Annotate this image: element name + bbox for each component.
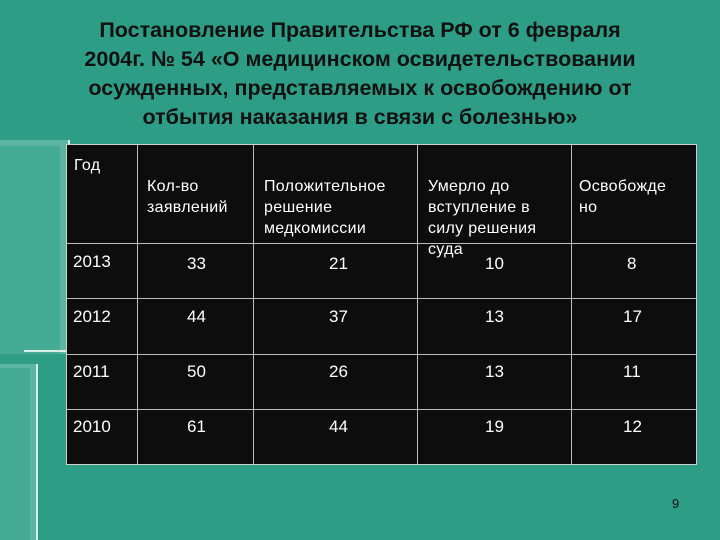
table-cell: 50 bbox=[187, 362, 206, 381]
table-cell: 12 bbox=[623, 417, 642, 436]
page-number: 9 bbox=[672, 496, 680, 511]
header-released bbox=[579, 155, 666, 218]
row-divider bbox=[67, 354, 696, 355]
header-positive-decision-label: Положительное решение медкомиссии bbox=[264, 178, 386, 237]
table-cell: 8 bbox=[627, 254, 637, 273]
slide-title: Постановление Правительства РФ от 6 февраля 2004г. № 54 «О медицинском освидетельствовании осужденных, представляемых к освобождению от отбытия наказания в связи с болезнью» bbox=[84, 18, 636, 129]
header-died bbox=[428, 155, 536, 260]
table-cell: 19 bbox=[485, 417, 504, 436]
column-divider bbox=[137, 145, 138, 464]
table-cell: 2012 bbox=[73, 307, 111, 326]
table-cell: 44 bbox=[187, 307, 206, 326]
table-cell: 11 bbox=[623, 362, 641, 381]
table-cell: 17 bbox=[623, 307, 642, 326]
header-positive-decision bbox=[264, 155, 386, 239]
table-cell: 13 bbox=[485, 362, 504, 381]
header-applications-label: Кол-во заявлений bbox=[147, 178, 228, 216]
table-cell: 61 bbox=[187, 417, 206, 436]
column-divider bbox=[253, 145, 254, 464]
table-cell: 44 bbox=[329, 417, 348, 436]
statistics-table bbox=[66, 144, 697, 465]
header-year bbox=[74, 155, 100, 176]
row-divider bbox=[67, 409, 696, 410]
table-cell: 21 bbox=[329, 254, 348, 273]
decorative-strip-bottom-inner bbox=[0, 368, 30, 540]
table-cell: 33 bbox=[187, 254, 206, 273]
column-divider bbox=[571, 145, 572, 464]
header-died-label: Умерло до вступление в силу решения суда bbox=[428, 178, 537, 258]
table-cell: 2010 bbox=[73, 417, 111, 436]
table-cell: 13 bbox=[485, 307, 504, 326]
decorative-strip-top-inner bbox=[0, 146, 60, 354]
table-cell: 2013 bbox=[73, 252, 111, 271]
table-cell: 26 bbox=[329, 362, 348, 381]
row-divider bbox=[67, 298, 696, 299]
table-cell: 10 bbox=[485, 254, 504, 273]
table-cell: 2011 bbox=[73, 362, 110, 381]
table-cell: 37 bbox=[329, 307, 348, 326]
header-released-label: Освобожде но bbox=[579, 178, 667, 216]
row-divider bbox=[67, 243, 696, 244]
header-applications bbox=[147, 155, 228, 218]
header-year-label: Год bbox=[74, 157, 101, 174]
column-divider bbox=[417, 145, 418, 464]
